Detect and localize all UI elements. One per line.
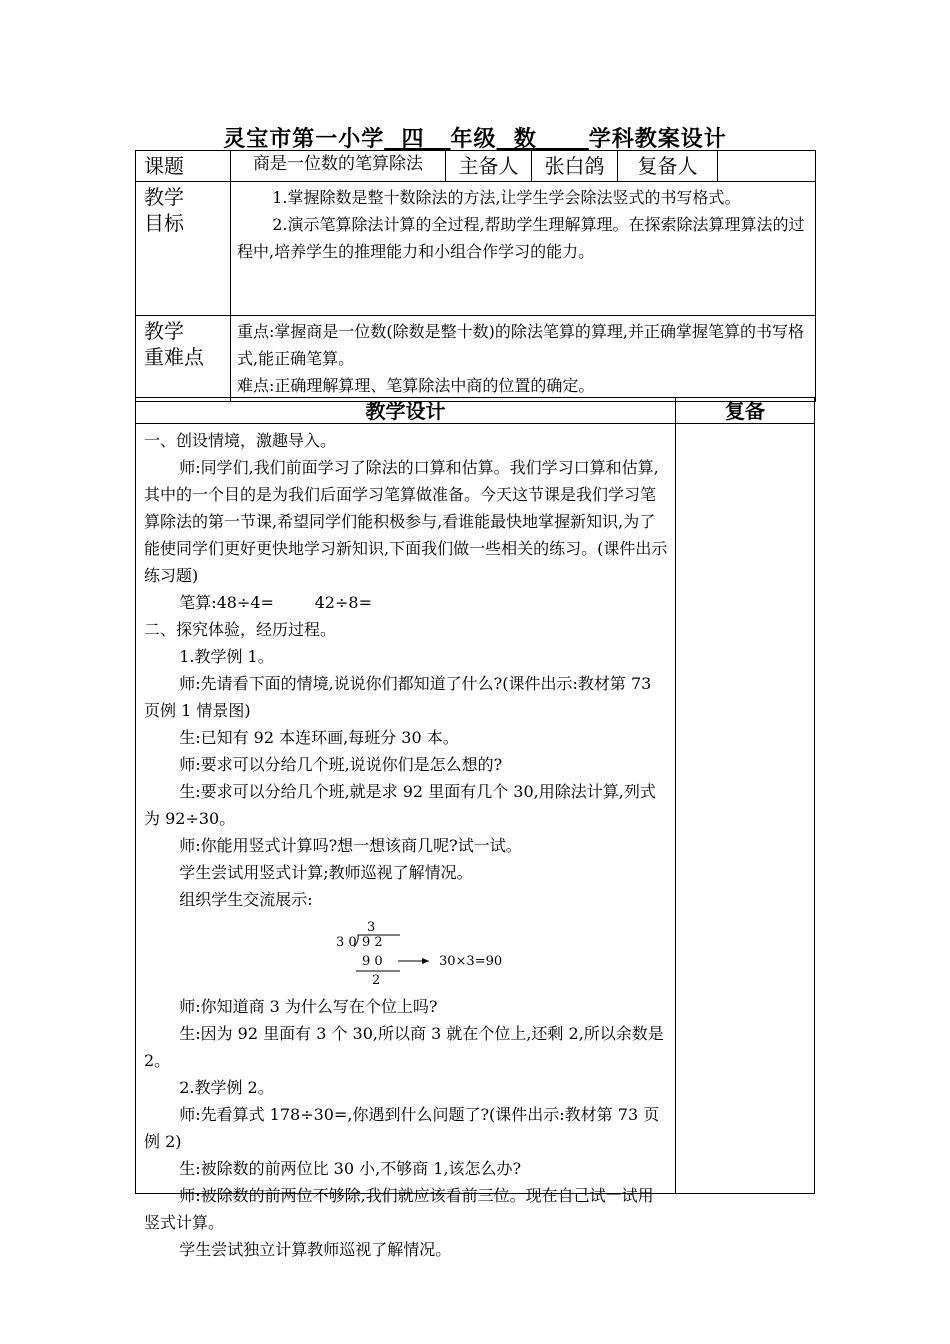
main-preparer-value: 张白鸽 <box>532 151 618 182</box>
paragraph: 师:你知道商 3 为什么写在个位上吗? <box>179 997 438 1016</box>
objectives-label-line1: 教学 <box>144 185 184 209</box>
section-heading: 一、创设情境，激趣导入。 <box>144 431 337 450</box>
paragraph: 生:被除数的前两位比 30 小,不够商 1,该怎么办? <box>179 1159 522 1178</box>
division-quotient: 3 <box>367 920 376 935</box>
division-divisor: 3 0 <box>336 935 357 950</box>
objectives-content <box>231 182 816 316</box>
difficulty-text: 难点:正确理解算理、笔算除法中商的位置的确定。 <box>237 376 595 395</box>
division-note: 30×3=90 <box>439 954 503 969</box>
key-points-content <box>231 316 816 402</box>
paragraph: 师:被除数的前两位不够除,我们就应该看前三位。现在自己试一试用竖式计算。 <box>144 1186 654 1232</box>
review-header: 复备 <box>725 399 765 423</box>
teaching-design-body <box>144 427 668 1263</box>
paragraph: 师:先请看下面的情境,说说你们都知道了什么?(课件出示:教材第 73 页例 1 情景图) <box>144 674 652 720</box>
section-heading: 二、探究体验，经历过程。 <box>144 620 337 639</box>
objective-item: 2.演示笔算除法计算的全过程,帮助学生理解算理。在探索除法算理算法的过程中,培养学生的推理能力和小组合作学习的能力。 <box>237 215 805 261</box>
paragraph: 生:已知有 92 本连环画,每班分 30 本。 <box>179 728 459 747</box>
teaching-design-section <box>135 397 815 1259</box>
topic-label: 课题 <box>136 151 231 182</box>
co-preparer-value <box>718 151 816 182</box>
page-title <box>0 122 950 153</box>
division-dividend: 9 2 <box>362 935 383 950</box>
paragraph: 师:你能用竖式计算吗?想一想该商几呢?试一试。 <box>179 836 522 855</box>
topic-value: 商是一位数的笔算除法 <box>231 151 446 182</box>
key-points-label <box>136 316 231 402</box>
objectives-label <box>136 182 231 316</box>
header-divider <box>136 423 814 424</box>
paragraph: 学生尝试独立计算教师巡视了解情况。 <box>179 1240 452 1259</box>
objective-item: 1.掌握除数是整十数除法的方法,让学生学会除法竖式的书写格式。 <box>272 188 741 207</box>
title-grade-suffix: 年级 <box>450 127 497 152</box>
title-suffix: 学科教案设计 <box>588 127 727 152</box>
key-point-text: 重点:掌握商是一位数(除数是整十数)的除法笔算的算理,并正确掌握笔算的书写格式,能正确笔算。 <box>237 322 804 368</box>
title-subject: 数 <box>496 127 589 152</box>
arrow-right-icon <box>422 958 429 964</box>
paragraph: 学生尝试用竖式计算;教师巡视了解情况。 <box>179 863 473 882</box>
practice-exercises: 笔算:48÷4= 42÷8= <box>179 593 372 612</box>
example-heading: 2.教学例 2。 <box>179 1078 274 1097</box>
paragraph: 生:要求可以分给几个班,就是求 92 里面有几个 30,用除法计算,列式为 92÷30。 <box>144 782 656 828</box>
title-grade: 四 <box>384 127 451 152</box>
co-preparer-label: 复备人 <box>618 151 718 182</box>
paragraph: 师:要求可以分给几个班,说说你们是怎么想的? <box>179 755 503 774</box>
objectives-label-line2: 目标 <box>144 211 184 235</box>
teaching-design-header: 教学设计 <box>365 399 446 423</box>
example-heading: 1.教学例 1。 <box>179 647 274 666</box>
title-school: 灵宝市第一小学 <box>223 127 385 152</box>
division-product: 9 0 <box>362 954 383 969</box>
paragraph: 师:先看算式 178÷30=,你遇到什么问题了?(课件出示:教材第 73 页例 2) <box>144 1105 660 1151</box>
column-divider <box>675 398 676 1193</box>
division-remainder: 2 <box>372 973 381 988</box>
key-points-label-line1: 教学 <box>144 319 184 343</box>
long-division-figure <box>334 919 524 989</box>
paragraph: 生:因为 92 里面有 3 个 30,所以商 3 就在个位上,还剩 2,所以余数是 2。 <box>144 1024 664 1070</box>
paragraph: 组织学生交流展示: <box>179 890 313 909</box>
header-table <box>135 150 816 402</box>
paragraph: 师:同学们,我们前面学习了除法的口算和估算。我们学习口算和估算,其中的一个目的是为我们后面学习笔算做准备。今天这节课是我们学习笔算除法的第一节课,希望同学们能积极参与,看谁能最快地掌握新知识,为了能使同学们更好更快地学习新知识,下面我们做一些相关的练习。(课件出示练习题) <box>144 458 668 585</box>
key-points-label-line2: 重难点 <box>144 345 204 369</box>
main-preparer-label: 主备人 <box>446 151 532 182</box>
